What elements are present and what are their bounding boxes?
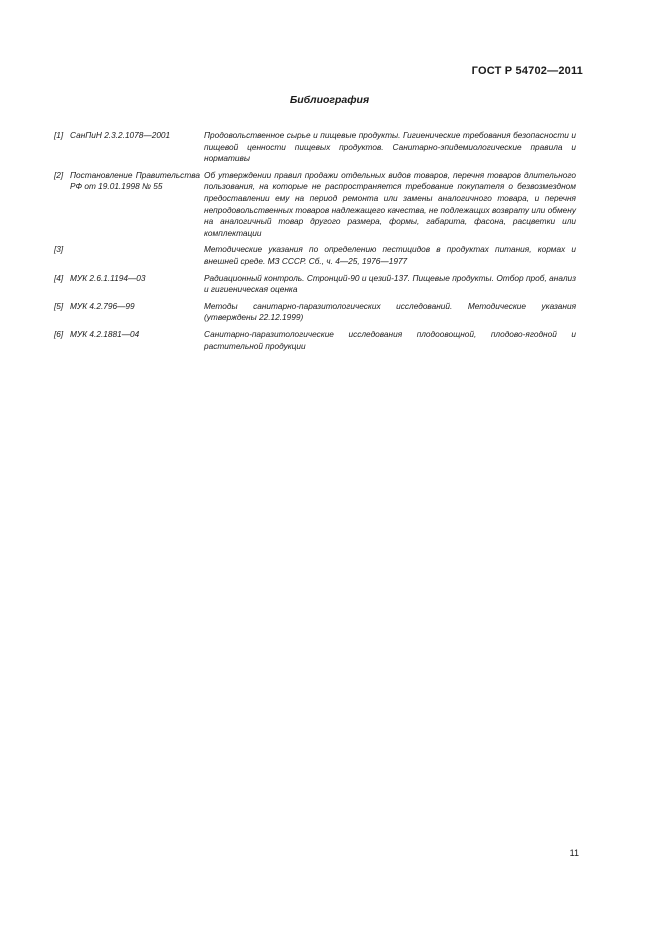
page-title-text: Библиография [289,94,370,106]
entry-description: Методические указания по определению пестицидов в продуктах питания, кормах и внешней среде. МЗ СССР. Сб., ч. 4—25, 1976—1977 [204,244,576,266]
entry-source: МУК 2.6.1.1194—03 [70,272,146,283]
entry-reference [54,329,204,352]
entry-description: Продовольственное сырье и пищевые продукты. Гигиенические требования безопасности и пищевой ценности пищевых продуктов. Санитарно-эпидемиологические правила и нормативы [204,130,576,164]
bibliography-entry [54,130,576,165]
entry-number: [3] [54,244,64,255]
entry-reference [54,130,204,165]
bibliography-entry [54,301,576,324]
document-header: ГОСТ Р 54702—2011 [471,65,583,77]
entry-number: [6] [54,328,64,339]
entry-description: Радиационный контроль. Стронций-90 и цезий-137. Пищевые продукты. Отбор проб, анализ и гигиеническая оценка [204,272,576,295]
entry-reference [54,244,204,267]
entry-reference [54,273,204,296]
entry-description: Об утверждении правил продажи отдельных видов товаров, перечня товаров длительного пользования, на которые не распространяется требование покупателя о безвозмездном предоставлении ему на период ремонта или замены аналогичного товара, и перечня непродовольственных товаров надлежащего качества, не подлежащих возврату или обмену на аналогичный товар другого размера, формы, габарита, фасона, расцветки или комплектации [204,169,576,238]
entry-description: Санитарно-паразитологические исследования плодоовощной, плодово-ягодной и растительной продукции [204,328,576,351]
entry-number: [1] [54,130,64,140]
entry-source: МУК 4.2.796—99 [70,300,135,311]
entry-number: [5] [54,300,64,311]
entry-source: Постановление Правительства РФ от 19.01.1998 № 55 [70,169,200,192]
page-title [0,94,661,106]
entry-source [70,244,200,267]
entry-source: СанПиН 2.3.2.1078—2001 [70,130,171,140]
entry-number: [2] [54,169,64,180]
bibliography-entry [54,329,576,352]
bibliography-entry [54,170,576,240]
entry-reference [54,170,204,240]
entry-source: МУК 4.2.1881—04 [70,328,140,339]
bibliography-entry [54,244,576,267]
entry-reference [54,301,204,324]
entry-description: Методы санитарно-паразитологических исследований. Методические указания (утверждены 22.12.1999) [204,300,576,323]
entry-number: [4] [54,272,64,283]
bibliography-list [54,130,576,357]
bibliography-entry [54,273,576,296]
page-number: 11 [569,848,579,858]
